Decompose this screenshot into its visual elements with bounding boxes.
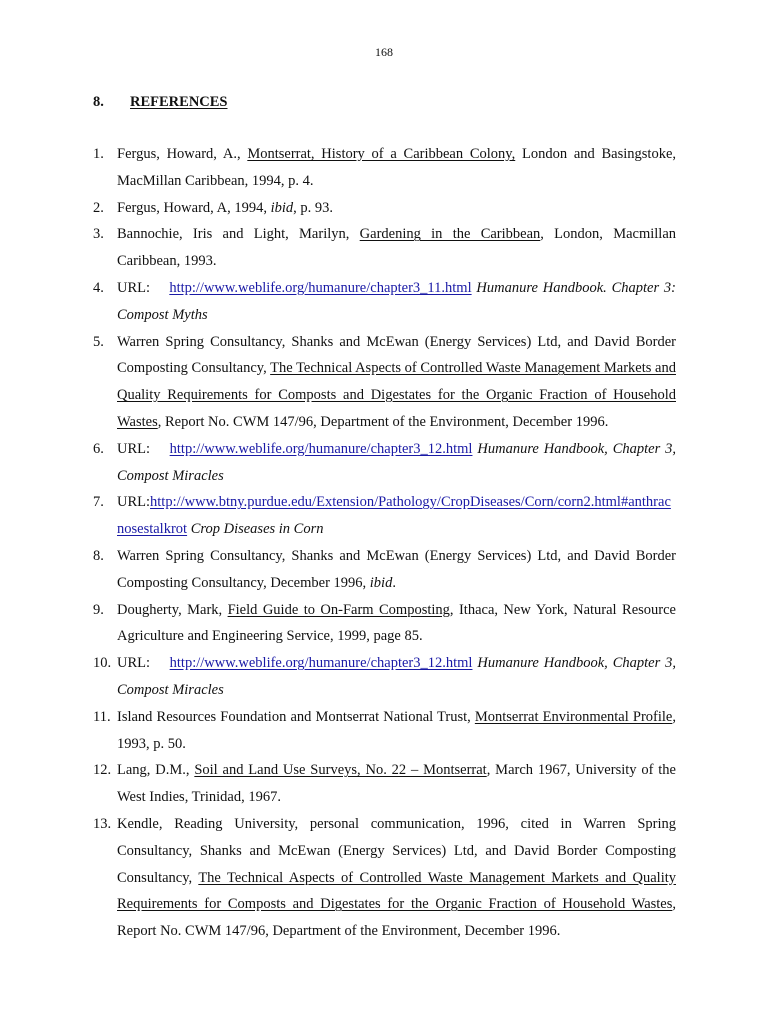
- reference-url-label: URL:: [117, 279, 170, 296]
- reference-item: [93, 329, 676, 436]
- reference-author: Warren Spring Consultancy, Shanks and McEwan (Energy Services) Ltd, and David Border Composting Consultancy, December 1996,: [117, 547, 676, 591]
- reference-link[interactable]: http://www.weblife.org/humanure/chapter3_12.html: [169, 440, 473, 457]
- reference-details: .: [392, 574, 396, 591]
- reference-title: Montserrat, History of a Caribbean Colony,: [247, 146, 516, 162]
- reference-item: [93, 489, 676, 543]
- reference-number: 3.: [93, 226, 104, 243]
- section-title: REFERENCES: [130, 94, 228, 110]
- reference-source: Humanure Handbook, Chapter 3, Compost Miracles: [117, 655, 676, 698]
- reference-source: Crop Diseases in Corn: [187, 521, 324, 538]
- reference-item: [93, 141, 676, 195]
- reference-number: 5.: [93, 333, 104, 350]
- reference-url-label: URL:: [117, 655, 170, 672]
- reference-title: The Technical Aspects of Controlled Waste Management Markets and Quality Requirements for Composts and Digestates for the Organic Fraction of Household Wastes: [117, 869, 677, 913]
- section-number: 8.: [93, 94, 104, 110]
- reference-item: [93, 436, 676, 490]
- reference-number: 2.: [93, 199, 104, 216]
- reference-source: Humanure Handbook. Chapter 3: Compost Myths: [117, 279, 677, 323]
- reference-source: Humanure Handbook, Chapter 3, Compost Miracles: [117, 440, 676, 484]
- reference-author: Island Resources Foundation and Montserrat National Trust,: [117, 708, 475, 725]
- reference-url-label: URL:: [117, 494, 151, 511]
- reference-item: [93, 221, 676, 275]
- reference-ibid: ibid: [270, 199, 294, 216]
- reference-number: 7.: [93, 494, 104, 511]
- reference-details: , Report No. CWM 147/96, Department of the Environment, December 1996.: [157, 413, 609, 430]
- reference-link[interactable]: http://www.btny.purdue.edu/Extension/Pathology/CropDiseases/Corn/corn2.html#anthracnosestalkrot: [117, 494, 671, 538]
- reference-item: [93, 650, 676, 704]
- reference-number: 9.: [93, 601, 104, 618]
- reference-item: [93, 275, 676, 329]
- reference-ibid: ibid: [369, 574, 393, 591]
- reference-number: 13.: [93, 815, 112, 832]
- reference-link[interactable]: http://www.weblife.org/humanure/chapter3_11.html: [169, 279, 472, 296]
- reference-number: 10.: [93, 655, 112, 672]
- reference-author: Fergus, Howard, A.,: [117, 146, 248, 162]
- reference-details: , Ithaca, New York, Natural Resource Agriculture and Engineering Service, 1999, page 85.: [117, 601, 676, 645]
- reference-details: , p. 93.: [293, 199, 334, 216]
- reference-details: London and Basingstoke, MacMillan Caribbean, 1994, p. 4.: [117, 146, 676, 189]
- page-number: 168: [375, 45, 393, 59]
- reference-author: Dougherty, Mark,: [117, 601, 228, 618]
- reference-title: Gardening in the Caribbean: [359, 226, 541, 243]
- reference-details: , London, Macmillan Caribbean, 1993.: [117, 226, 677, 270]
- reference-number: 12.: [93, 762, 112, 779]
- reference-details: , March 1967, University of the West Indies, Trinidad, 1967.: [117, 762, 676, 806]
- reference-item: [93, 757, 676, 811]
- reference-number: 4.: [93, 279, 104, 296]
- reference-number: 1.: [93, 146, 104, 162]
- reference-author: Fergus, Howard, A, 1994,: [117, 199, 271, 216]
- section-heading: [93, 94, 228, 111]
- reference-title: Soil and Land Use Surveys, No. 22 – Montserrat: [194, 762, 487, 779]
- reference-title: Field Guide to On-Farm Composting: [227, 601, 450, 618]
- reference-item: [93, 195, 676, 222]
- reference-author: Warren Spring Consultancy, Shanks and McEwan (Energy Services) Ltd, and David Border Composting Consultancy,: [117, 333, 676, 377]
- reference-number: 8.: [93, 547, 104, 564]
- reference-author: Bannochie, Iris and Light, Marilyn,: [117, 226, 360, 243]
- reference-item: [93, 704, 676, 758]
- reference-link[interactable]: http://www.weblife.org/humanure/chapter3_12.html: [169, 655, 473, 672]
- reference-title: The Technical Aspects of Controlled Waste Management Markets and Quality Requirements for Composts and Digestates for the Organic Fraction of Household Wastes: [117, 360, 676, 430]
- reference-author: Lang, D.M.,: [117, 762, 195, 779]
- reference-author: Kendle, Reading University, personal communication, 1996, cited in Warren Spring Consultancy, Shanks and McEwan (Energy Services) Ltd, and David Border Composting Consultancy,: [117, 815, 676, 886]
- reference-url-label: URL:: [117, 440, 170, 457]
- reference-item: [93, 811, 676, 945]
- reference-number: 11.: [93, 708, 111, 725]
- reference-details: , 1993, p. 50.: [117, 708, 676, 752]
- reference-title: Montserrat Environmental Profile: [474, 708, 673, 725]
- reference-list: [93, 141, 676, 945]
- reference-number: 6.: [93, 440, 104, 457]
- reference-item: [93, 543, 676, 597]
- reference-details: , Report No. CWM 147/96, Department of the Environment, December 1996.: [117, 896, 676, 940]
- reference-item: [93, 597, 676, 651]
